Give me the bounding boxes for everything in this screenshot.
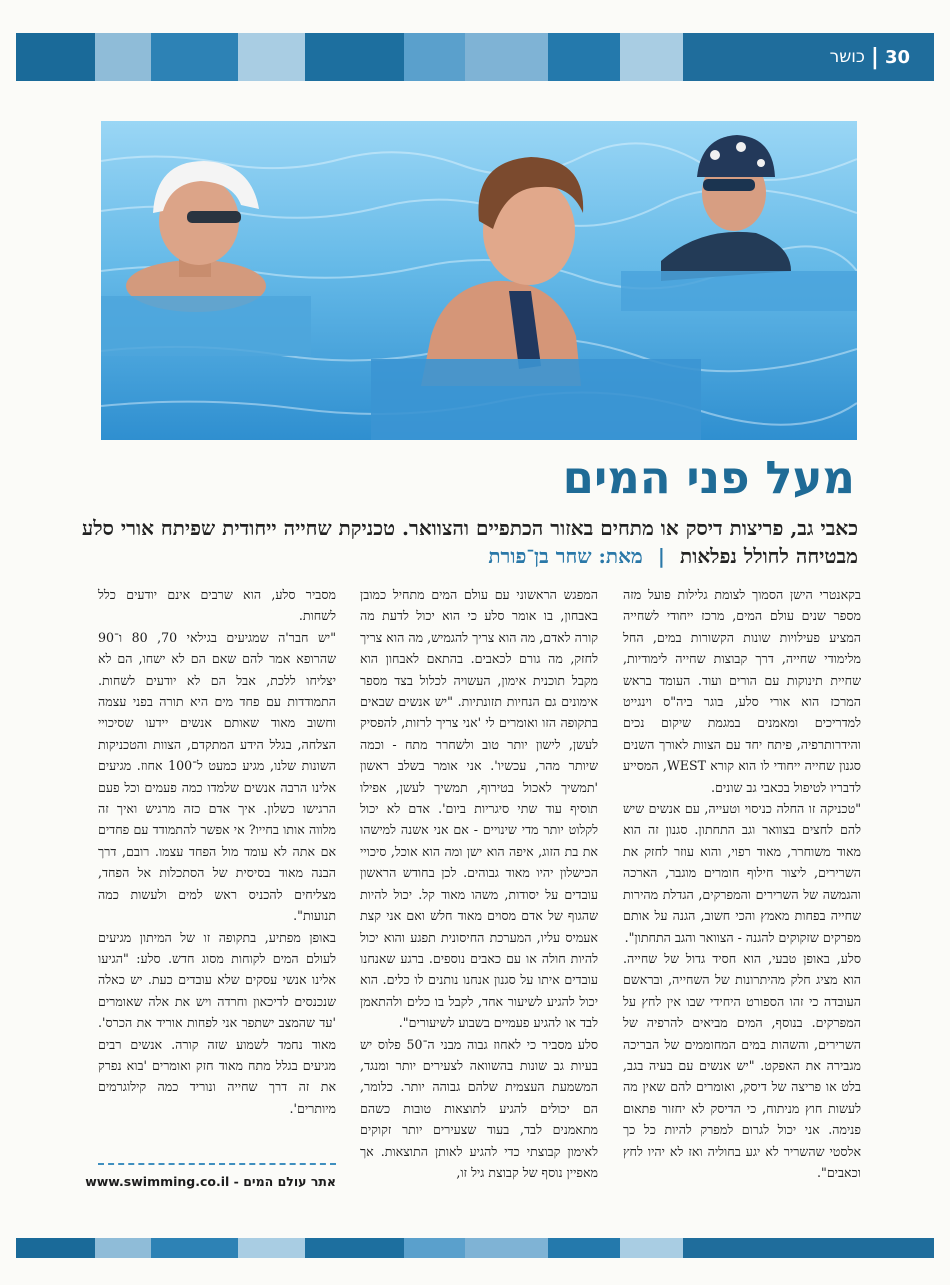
source-credit: אתר עולם המים - www.swimming.co.il (85, 1174, 336, 1189)
article-lead (78, 514, 858, 570)
band-segment (151, 1238, 238, 1258)
header-band (16, 33, 934, 81)
band-segment (16, 33, 95, 81)
band-segment (404, 1238, 465, 1258)
source-divider (98, 1163, 336, 1165)
paragraph: המפגש הראשוני עם עולם המים מתחיל כמובן באבחון, בו אומר סלע כי הוא יכול לדעת מה קורה לאדם, מה הוא צריך להגמיש, מה הוא צריך לחזק, מה גורם לכאבים. בהתאם לאבחון הוא מקבל תוכנית אימון, העשויה לכלול בצד מספר אימונים גם הנחיות תזונתיות. "יש אנשים שבאים בתקופה הזו ואומרים לי 'אני צריך לרזות, להפסיק לעשן, לישון יותר טוב ולשחרר מתח - וכמה שיותר מהר, עכשיו'. אני אומר בשלב ראשון 'תמשיך לאכול בטירוף, תמשיך לעשן, אפילו תוסיף עוד שתי סיגריות ביום'. אדם לא יכול לקלוט יותר מדי שינויים - אם אני אשנה למישהו את בת הזוג, איפה הוא ישן ומה הוא אוכל, סיכויי הכישלון יהיו מאוד גבוהים. לכן בחודש הראשון עובדים על יסודות, משהו מאוד קל. יכול להיות שהגוף של אדם מסוים מאוד חלש ואם אני קצת אעמיס עליו, המערכת החיסונית תפגע והוא יכול להיות חולה או עם כאבים נוספים. ברגע שאנחנו עובדים איתו על סגנון אנחנו נותנים לו כלים. הוא יכול להגיע לשיעור אחד, לקבל בו כלים ולהתאמן לבד או להגיע פעמיים בשבוע לשיעורים". (360, 587, 598, 1031)
article-photo (101, 121, 857, 440)
column-right (623, 584, 861, 1183)
band-segment (151, 33, 238, 81)
paragraph: בקאנטרי הישן הסמוך לצומת גלילות פועל מזה מספר שנים עולם המים, מרכז ייחודי לשחייה המציע פעילויות שונות הקשורות במים, החל מלימודי שחייה, דרך קבוצות שחייה לימודיות, שחיית תינוקות עם הורים ועוד. העומד בראש המרכז הוא אורי סלע, בוגר ביה"ס וינגייט למדריכים ומאמנים במגמת שיקום נכים והידרותרפיה, פיתח יחד עם הצוות לאורך השנים סגנון שחייה ייחודי לו הוא קורא WEST, המסייע לדבריו לטיפול בכאבי גב שונים. (623, 587, 861, 795)
band-segment (95, 1238, 151, 1258)
column-middle (360, 584, 598, 1183)
column-left (98, 584, 336, 1119)
lead-text: כאבי גב, פריצות דיסק או מתחים באזור הכתפיים והצוואר. טכניקת שחייה ייחודית שפיתח אורי סלע מבטיחה לחולל נפלאות (81, 516, 858, 568)
paragraph: סלע, באופן טבעי, הוא חסיד גדול של שחייה. הוא מציג חלק מהיתרונות של השחייה, ובראשם העובדה כי זהו הספורט היחידי שבו אין לחץ על המפרקים. בנוסף, המים מביאים להרפיה של השרירים, והשהות במים המחוממים של הבריכה מגבירה את האפקט. "יש אנשים עם בעיה בגב, בלט או פריצה של דיסק, ואומרים להם שאין מה לעשות חוץ מניתוח, כי הדיסק לא יחזור פתאום פנימה. אני יכול לגרום למפרק להיות כל כך אלסטי שהשריר לא יגע בחוליה ואז לא יהיו לחץ וכאבים". (623, 950, 861, 1180)
byline-label: מאת: (598, 544, 643, 568)
byline-separator: | (657, 544, 666, 568)
band-segment (95, 33, 151, 81)
page-number: 30 (884, 46, 910, 68)
header-separator: | (870, 44, 879, 70)
band-segment (16, 1238, 95, 1258)
paragraph: "טכניקה זו החלה כניסוי וטעייה, עם אנשים שיש להם לחצים בצוואר וגב התחתון. סגנון זה הוא מאוד משוחרר, מאוד רפוי, והוא עוזר לחזק את השרירים, ליצור חילוף חומרים מוגבר, הארכה והגמשה של השרירים והמפרקים, הגדלת מהירות שחייה בפחות מאמץ והכי חשוב, הגנה על אותם מפרקים שזקוקים להגנה - הצוואר והגב התחתון". (623, 801, 861, 945)
band-segment (465, 1238, 548, 1258)
band-segment (620, 1238, 683, 1258)
band-segment (683, 1238, 934, 1258)
band-segment (404, 33, 465, 81)
band-segment (620, 33, 683, 81)
footer-band (16, 1238, 934, 1258)
band-segment (465, 33, 548, 81)
band-segment (305, 1238, 404, 1258)
band-segment (305, 33, 404, 81)
paragraph: מסביר סלע, הוא שרבים אינם יודעים כלל לשחות. (98, 587, 336, 624)
band-segment (548, 1238, 620, 1258)
paragraph: באופן מפתיע, בתקופה זו של המיתון מגיעים לעולם המים לקוחות מסוג חדש. סלע: "הגיעו אלינו אנשי עסקים שלא עובדים כעת. יש כאלה שנכנסים לדיכאון וחרדה ויש את אלה שאומרים 'עד שהמצב ישתפר אני לפחות אוריד את הכרס'. מאוד נחמד לשמוע שזה קורה. אנשים רבים מגיעים בגלל מתח מאוד חזק ואומרים 'בוא נפרק את זה דרך שחייה ונוריד כמה קילוגרמים מיותרים'. (98, 929, 336, 1116)
band-segment (238, 1238, 305, 1258)
byline-author: שחר בן־פורת (488, 544, 592, 568)
band-segment (548, 33, 620, 81)
pool-swimmers-illustration (101, 121, 857, 440)
magazine-section: כושר (829, 47, 865, 67)
page-header (830, 33, 910, 81)
paragraph: סלע מסביר כי לאחוז גבוה מבני ה־50 פלוס יש בעיות גב שונות בהשוואה לצעירים יותר ומנגד, המשמעת העצמית שלהם גבוהה יותר. כלומר, הם יכולים להגיע לתוצאות טובות כשהם מתאמנים לבד, בעוד שצעירים יותר זקוקים לאימון קבוצתי כדי להגיע לאותן התוצאות. אך מאפיין נוסף של קבוצת גיל זו, (360, 1036, 598, 1180)
band-segment (238, 33, 305, 81)
article-headline: מעל פני המים (562, 451, 855, 504)
paragraph: "יש חבר'ה שמגיעים בגילאי 70, 80 ו־90 שהרופא אמר להם שאם הם לא ישחו, הם לא יצליחו ללכת, אבל הם לא יודעים לשחות. התמודדות עם פחד מים היא תורה בפני עצמה וחשוב מאוד שאותם אנשים יידעו שסיכויי הצלחה, בגלל הידע המתקדם, הצוות והטכניקות השונות שלנו, מגיע כמעט ל־100 אחוז. מגיעים אלינו הרבה אנשים שלמדו כמה פעמים וכל פעם הרגישו כשלון. איך אדם כזה מרגיש ואיך זה מלווה אותו בחייו? אי אפשר להתמודד עם פחדים אם אתה לא עומד מול הפחד עצמו. רובם, דרך הבנה מאוד בסיסית של הסתכלות אל הפחד, מצליחים להכניס ראש למים ולעשות כמה תנועות". (98, 629, 337, 924)
